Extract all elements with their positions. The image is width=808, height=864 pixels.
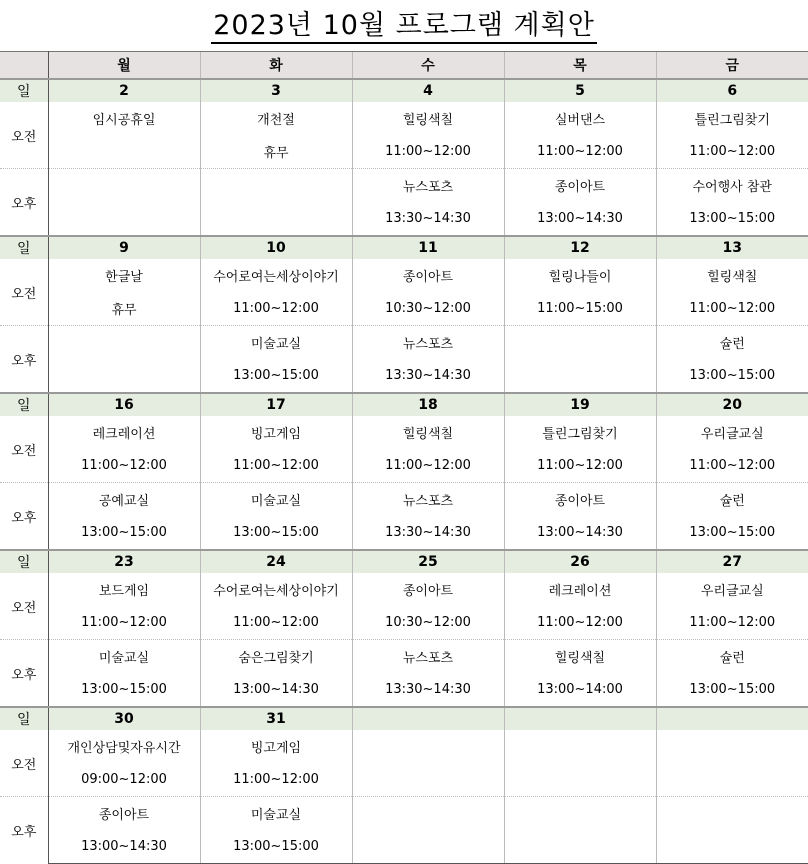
date-row: [0, 236, 808, 259]
weekday-mon: 월: [48, 52, 200, 80]
pm-row: [0, 483, 808, 517]
am-row: [0, 763, 808, 797]
program-time: 11:00~12:00: [200, 449, 352, 483]
program-time: 11:00~12:00: [352, 135, 504, 169]
program-time: 휴무: [200, 135, 352, 169]
program-name: 종이아트: [352, 573, 504, 606]
program-time: 11:00~15:00: [504, 292, 656, 326]
schedule-title: 2023년 10월 프로그램 계획안: [211, 10, 597, 44]
program-time: 11:00~12:00: [81, 615, 167, 630]
program-name: 미술교실: [200, 483, 352, 517]
program-time: 11:00~12:00: [200, 606, 352, 640]
program-time: 13:00~15:00: [656, 202, 808, 236]
program-name: 종이아트: [352, 259, 504, 292]
pm-row: [0, 359, 808, 393]
pm-row: [0, 516, 808, 550]
date-cell: 24: [200, 550, 352, 573]
program-time: 13:30~14:30: [352, 673, 504, 707]
pm-label: 오후: [0, 169, 48, 237]
program-name: 실버댄스: [504, 102, 656, 135]
program-name: 뉴스포츠: [352, 169, 504, 203]
date-row: [0, 79, 808, 102]
date-cell: 3: [200, 79, 352, 102]
program-name: 종이아트: [48, 797, 200, 831]
program-name: 수어로여는세상이야기: [200, 259, 352, 292]
program-name: 개인상담및자유시간: [67, 741, 181, 756]
program-name: 레크레이션: [92, 427, 156, 442]
pm-row: [0, 830, 808, 864]
program-time: [656, 763, 808, 797]
date-cell: 31: [200, 707, 352, 730]
am-row: [0, 292, 808, 326]
program-name: 슐런: [656, 640, 808, 674]
pm-row: [0, 326, 808, 360]
date-cell: 25: [352, 550, 504, 573]
date-cell: 10: [200, 236, 352, 259]
program-time: 13:00~14:30: [200, 673, 352, 707]
weekday-thu: 목: [504, 52, 656, 80]
am-row: [0, 730, 808, 763]
program-time: 13:00~15:00: [656, 673, 808, 707]
program-name: 우리글교실: [656, 416, 808, 449]
pm-row: [0, 640, 808, 674]
program-time: 11:00~12:00: [504, 606, 656, 640]
am-row: [0, 135, 808, 169]
program-name: 힐링색칠: [504, 640, 656, 674]
program-name: 슐런: [656, 326, 808, 360]
am-row: [0, 259, 808, 292]
program-name: 우리글교실: [656, 573, 808, 606]
program-name: 수어로여는세상이야기: [200, 573, 352, 606]
program-name: 개천절: [200, 102, 352, 135]
date-cell: 5: [504, 79, 656, 102]
program-name: 뉴스포츠: [352, 326, 504, 360]
date-cell: [656, 707, 808, 730]
am-label: 오전: [0, 416, 48, 483]
weekday-wed: 수: [352, 52, 504, 80]
am-row: [0, 102, 808, 135]
program-time: [656, 830, 808, 864]
program-name: 종이아트: [504, 483, 656, 517]
program-time: 11:00~12:00: [656, 135, 808, 169]
date-row: [0, 393, 808, 416]
date-cell: 2: [48, 79, 200, 102]
program-time: 13:00~15:00: [200, 359, 352, 393]
sunday-label: 일: [0, 79, 48, 102]
am-row: [0, 449, 808, 483]
program-name: 힐링색칠: [352, 102, 504, 135]
program-time: 13:00~15:00: [656, 516, 808, 550]
program-time: 13:00~15:00: [81, 525, 167, 540]
program-name: 미술교실: [200, 797, 352, 831]
program-time: 13:00~14:00: [504, 673, 656, 707]
program-time: 13:00~15:00: [656, 359, 808, 393]
program-name: 공예교실: [48, 483, 200, 517]
am-label: 오전: [0, 573, 48, 640]
pm-label: 오후: [0, 797, 48, 864]
program-time: 10:30~12:00: [352, 606, 504, 640]
program-name: 빙고게임: [200, 730, 352, 763]
program-name: [656, 797, 808, 831]
program-name: [504, 730, 656, 763]
am-label: 오전: [0, 259, 48, 326]
program-name: 보드게임: [98, 584, 150, 599]
program-time: 13:00~14:30: [504, 202, 656, 236]
program-time: [504, 763, 656, 797]
program-time: 09:00~12:00: [81, 772, 167, 787]
date-row: [0, 707, 808, 730]
weekday-fri: 금: [656, 52, 808, 80]
program-time: 13:00~15:00: [200, 830, 352, 864]
pm-row: [0, 169, 808, 203]
program-name: 틀린그림찾기: [504, 416, 656, 449]
program-name: 종이아트: [504, 169, 656, 203]
program-time: 11:00~12:00: [81, 458, 167, 473]
program-time: [48, 135, 200, 169]
program-name: 힐링색칠: [656, 259, 808, 292]
program-time: 13:30~14:30: [352, 516, 504, 550]
program-name: [48, 326, 200, 360]
program-name: [352, 730, 504, 763]
program-name: [504, 797, 656, 831]
sunday-label: 일: [0, 393, 48, 416]
program-time: [48, 359, 200, 393]
program-name: [200, 169, 352, 203]
program-name: 틀린그림찾기: [656, 102, 808, 135]
date-row: [0, 550, 808, 573]
date-cell: [352, 707, 504, 730]
program-time: 11:00~12:00: [352, 449, 504, 483]
program-name: 미술교실: [200, 326, 352, 360]
program-time: 11:00~12:00: [656, 449, 808, 483]
am-label: 오전: [0, 730, 48, 797]
program-time: [48, 202, 200, 236]
program-name: 레크레이션: [504, 573, 656, 606]
date-cell: 26: [504, 550, 656, 573]
date-cell: 30: [48, 707, 200, 730]
program-name: 뉴스포츠: [352, 640, 504, 674]
pm-row: [0, 202, 808, 236]
program-time: 휴무: [111, 303, 137, 318]
program-time: 11:00~12:00: [200, 763, 352, 797]
program-time: 13:30~14:30: [352, 202, 504, 236]
am-row: [0, 416, 808, 449]
program-name: 한글날: [105, 270, 143, 285]
program-time: [200, 202, 352, 236]
program-time: [352, 830, 504, 864]
date-cell: 16: [48, 393, 200, 416]
sunday-label: 일: [0, 236, 48, 259]
program-time: 11:00~12:00: [504, 135, 656, 169]
program-time: 13:00~15:00: [200, 516, 352, 550]
sunday-label: 일: [0, 707, 48, 730]
weekday-tue: 화: [200, 52, 352, 80]
date-cell: 17: [200, 393, 352, 416]
program-time: 13:00~14:30: [48, 830, 200, 864]
program-time: 11:00~12:00: [504, 449, 656, 483]
date-cell: 18: [352, 393, 504, 416]
program-name: 숨은그림찾기: [200, 640, 352, 674]
sunday-label: 일: [0, 550, 48, 573]
program-time: 11:00~12:00: [656, 606, 808, 640]
am-row: [0, 606, 808, 640]
pm-label: 오후: [0, 326, 48, 394]
program-name: [504, 326, 656, 360]
program-name: 뉴스포츠: [352, 483, 504, 517]
date-cell: 12: [504, 236, 656, 259]
program-time: [352, 763, 504, 797]
program-calendar: [0, 51, 808, 864]
program-name: 빙고게임: [200, 416, 352, 449]
program-name: 힐링색칠: [352, 416, 504, 449]
pm-row: [0, 673, 808, 707]
date-cell: 19: [504, 393, 656, 416]
program-time: 10:30~12:00: [352, 292, 504, 326]
program-name: [656, 730, 808, 763]
date-cell: 13: [656, 236, 808, 259]
program-name: 임시공휴일: [92, 113, 156, 128]
schedule-title-container: [0, 0, 808, 50]
date-cell: [504, 707, 656, 730]
date-cell: 11: [352, 236, 504, 259]
am-row: [0, 573, 808, 606]
pm-row: [0, 797, 808, 831]
date-cell: 20: [656, 393, 808, 416]
date-cell: 6: [656, 79, 808, 102]
date-cell: 4: [352, 79, 504, 102]
date-cell: 9: [48, 236, 200, 259]
program-time: [504, 830, 656, 864]
program-name: [48, 169, 200, 203]
program-name: [352, 797, 504, 831]
program-name: 힐링나들이: [504, 259, 656, 292]
program-name: 슐런: [656, 483, 808, 517]
program-time: 13:30~14:30: [352, 359, 504, 393]
pm-label: 오후: [0, 640, 48, 708]
program-name: 수어행사 참관: [656, 169, 808, 203]
program-name: 미술교실: [48, 640, 200, 674]
corner-cell: [0, 52, 48, 80]
pm-label: 오후: [0, 483, 48, 551]
date-cell: 23: [48, 550, 200, 573]
program-time: 11:00~12:00: [200, 292, 352, 326]
program-time: [504, 359, 656, 393]
program-time: 11:00~12:00: [656, 292, 808, 326]
program-time: 13:00~15:00: [81, 682, 167, 697]
am-label: 오전: [0, 102, 48, 169]
date-cell: 27: [656, 550, 808, 573]
weekday-header-row: [0, 52, 808, 80]
program-time: 13:00~14:30: [504, 516, 656, 550]
